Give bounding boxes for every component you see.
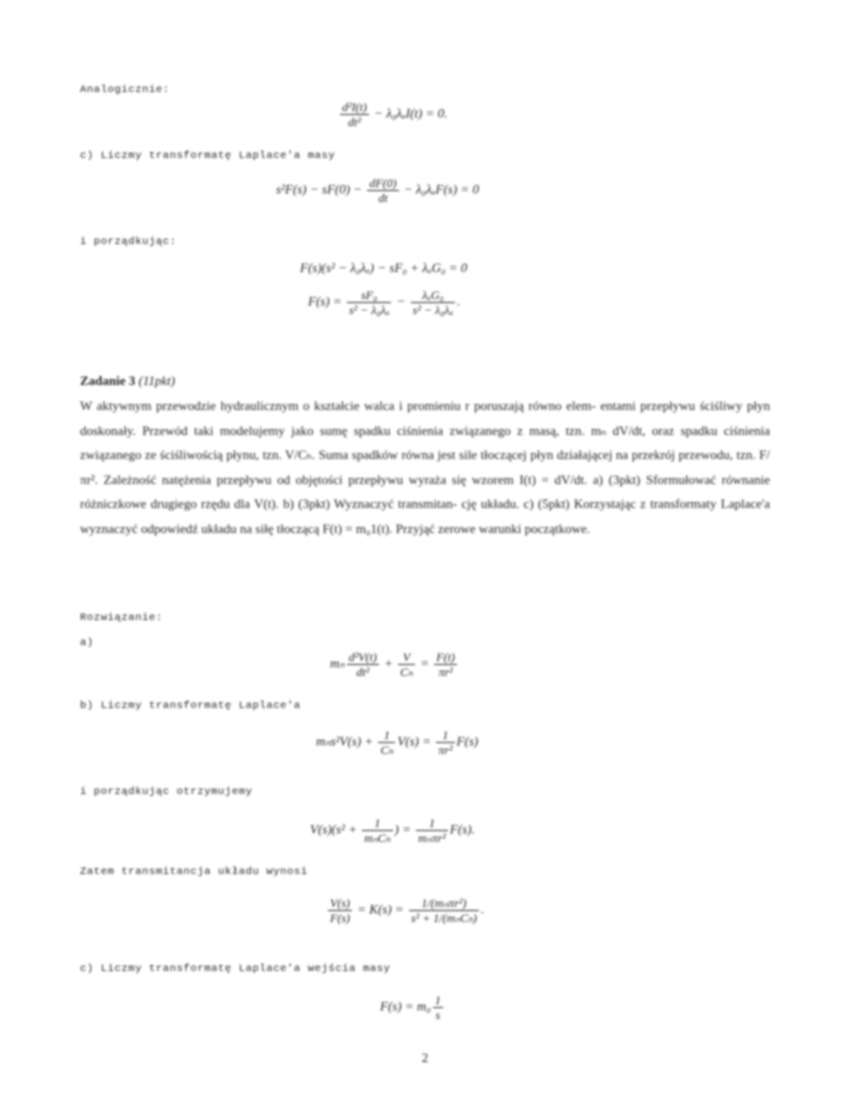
- label-i-porzadkujac: i porządkując:: [80, 236, 177, 248]
- equation-8: $\frac{V(s)}{F(s)}$ = K(s) = $\frac{\text{1/(mₙπr²)}}{\text{s² + 1/(mₙCₕ)}}$ .: [330, 896, 485, 925]
- label-i-porzadkujac-otrzymujemy: i porządkując otrzymujemy: [80, 786, 253, 798]
- equation-4: F(s) = $\frac{\text{sF₀}}{\text{s² − λ₀λₐ}}$ − $\frac{\text{λₐG₀}}{\text{s² − λ₀λₐ}}$ .: [308, 288, 461, 317]
- equation-9: F(s) = m₀ $\frac{1}{s}$: [380, 993, 441, 1022]
- task-text: W aktywnym przewodzie hydraulicznym o kształcie walca i promieniu r poruszają równo elem- entami przepływu ściśliwy płyn doskonały. Przewód taki modelujemy jako sumę spadku ciśnienia związanego z masą, tzn. mₙ dV/dt, oraz spadku ciśnienia związanego ze ściśliwością płynu, tzn. V/Cₕ. Suma spadków równa jest sile tłoczącej płyn działającej na przekrój przewodu, tzn. F/πr². Zależność natężenia przepływu od objętości przepływu wyraża się wzorem I(t) = dV/dt. a) (3pkt) Sformułować równanie różniczkowe drugiego rzędu dla V(t). b) (3pkt) Wyznaczyć transmitan- cję układu. c) (5pkt) Korzystając z transformaty Laplace'a wyznaczyć odpowiedź układu na siłę tłoczącą F(t) = m₀1(t). Przyjąć zerowe warunki początkowe.: [80, 398, 770, 536]
- equation-5: mₙ $\frac{\text{d²V(t)}}{\text{dt²}}$ + $\frac{V}{\text{Cₕ}}$ = $\frac{F(t)}{\text{πr²}}$: [330, 650, 455, 679]
- task-title: Zadanie 3: [80, 373, 136, 388]
- task-heading: [80, 373, 175, 389]
- equation-3: F(s)(s² − λ₀λₐ) − sF₀ + λₐG₀ = 0: [300, 260, 468, 275]
- task-points: (11pkt): [138, 373, 176, 388]
- label-c-laplace-wejscia: c) Liczmy transformatę Laplace'a wejścia masy: [80, 963, 391, 975]
- label-a: a): [80, 637, 94, 649]
- equation-1: $\frac{\text{d²I(t)}}{\text{dt²}}$ − λ₀λₐI(t) = 0.: [342, 100, 448, 129]
- equation-7: V(s)(s² + $\frac{1}{\text{mₙCₕ}}$ ) = $\frac{1}{\text{mₙπr²}}$ F(s).: [310, 816, 475, 845]
- equation-6: mₙs²V(s) + $\frac{1}{\text{Cₕ}}$ V(s) = $\frac{1}{\text{πr²}}$ F(s): [316, 728, 479, 757]
- label-rozwiazanie: Rozwiązanie:: [80, 612, 163, 624]
- page-number: 2: [421, 1050, 429, 1065]
- equation-2: s²F(s) − sF(0) − $\frac{dF(0)}{dt}$ − λ₀λₐF(s) = 0: [276, 176, 479, 205]
- label-zatem-transmitancja: Zatem transmitancja układu wynosi: [80, 866, 308, 878]
- label-b-laplace: b) Liczmy transformatę Laplace'a: [80, 700, 301, 712]
- label-c-laplace-masy: c) Liczmy transformatę Laplace'a masy: [80, 150, 336, 162]
- label-analogicznie: Analogicznie:: [80, 84, 170, 96]
